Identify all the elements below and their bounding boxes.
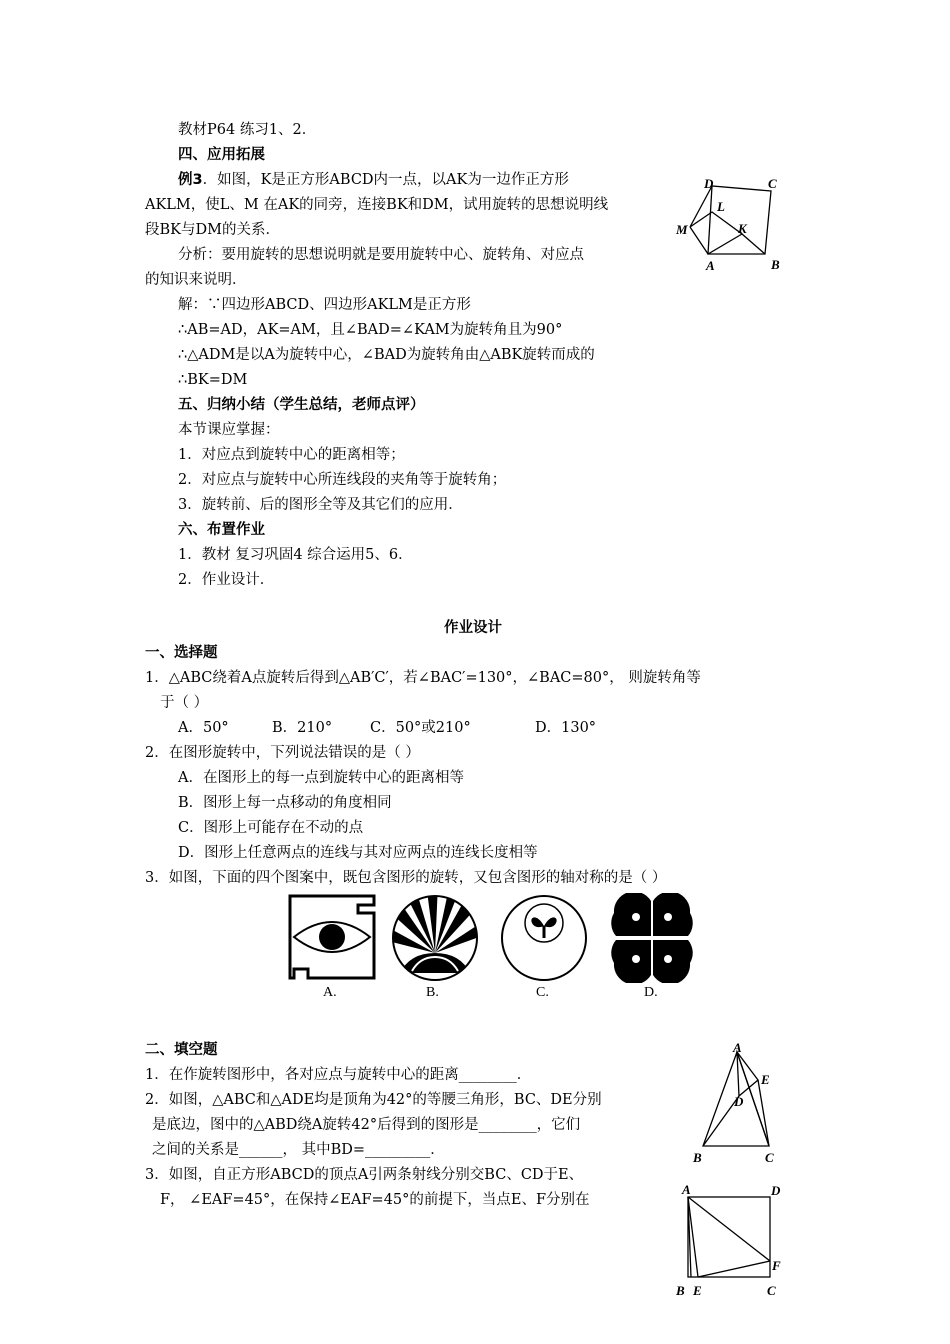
q2-option-d: D．图形上任意两点的连线与其对应两点的连线长度相等: [178, 845, 538, 861]
q2-option-a: A．在图形上的每一点到旋转中心的距离相等: [178, 770, 464, 786]
fig3-label-e: E: [693, 1283, 702, 1298]
f2-line-3: 之间的关系是______， 其中BD=_________．: [152, 1142, 445, 1158]
q1-option-b: B．210°: [272, 720, 333, 736]
pattern-a-eye: [286, 893, 378, 981]
fig2-label-c: C: [765, 1150, 774, 1165]
fig1-label-m: M: [676, 222, 688, 237]
q1-option-a: A．50°: [178, 720, 229, 736]
fig3-label-a: A: [682, 1182, 691, 1197]
q3-stem: 3．如图，下面的四个图案中，既包含图形的旋转，又包含图形的轴对称的是（ ）: [145, 870, 667, 886]
solution-line-1: 解：∵四边形ABCD、四边形AKLM是正方形: [178, 297, 471, 313]
square-eaf-figure: [670, 1175, 795, 1300]
f1-line: 1．在作旋转图形中，各对应点与旋转中心的距离________．: [145, 1067, 532, 1083]
choice-section-title: 一、选择题: [145, 645, 218, 661]
pattern-c-caption: C.: [536, 985, 549, 1000]
q2-option-c: C．图形上可能存在不动的点: [178, 820, 364, 836]
q1-option-c: C．50°或210°: [370, 720, 471, 736]
q1-line-1: 1．△ABC绕着A点旋转后得到△AB′C′，若∠BAC′=130°，∠BAC=80°， 则旋转角等: [145, 670, 701, 686]
homework-item-1: 1．教材 复习巩固4 综合运用5、6．: [178, 547, 413, 563]
q2-stem: 2．在图形旋转中，下列说法错误的是（ ）: [145, 745, 420, 761]
fig1-label-c: C: [768, 176, 777, 191]
pattern-c-sprout: [499, 893, 589, 983]
fill-section-title: 二、填空题: [145, 1042, 218, 1058]
fig3-label-f: F: [772, 1258, 781, 1273]
square-rotation-figure: [670, 172, 795, 277]
example-line-3: 段BK与DM的关系．: [145, 222, 280, 238]
summary-intro: 本节课应掌握：: [178, 422, 280, 438]
solution-line-3: ∴△ADM是以A为旋转中心，∠BAD为旋转角由△ABK旋转而成的: [178, 347, 595, 363]
summary-item-3: 3．旋转前、后的图形全等及其它们的应用．: [178, 497, 463, 513]
q2-option-b: B．图形上每一点移动的角度相同: [178, 795, 392, 811]
analysis-line-1: 分析：要用旋转的思想说明就是要用旋转中心、旋转角、对应点: [178, 247, 584, 263]
solution-line-4: ∴BK=DM: [178, 372, 248, 388]
pattern-d-caption: D.: [644, 985, 658, 1000]
fig1-label-k: K: [738, 221, 747, 236]
f2-line-2: 是底边，图中的△ABD绕A旋转42°后得到的图形是________，它们: [152, 1117, 581, 1133]
practice-line: 教材P64 练习1、2．: [178, 122, 317, 138]
analysis-line-2: 的知识来说明．: [145, 272, 247, 288]
section6-title: 六、布置作业: [178, 522, 265, 538]
fig3-label-c: C: [767, 1283, 776, 1298]
homework-item-2: 2．作业设计．: [178, 572, 275, 588]
fig2-label-b: B: [693, 1150, 702, 1165]
example-line-1: [178, 170, 569, 190]
section4-title: 四、应用拓展: [178, 147, 265, 163]
q1-line-2: 于（ ）: [160, 695, 209, 711]
fig1-label-a: A: [706, 258, 715, 273]
example-text-1: ．如图，K是正方形ABCD内一点，以AK为一边作正方形: [202, 172, 569, 188]
f3-line-2: F， ∠EAF=45°，在保持∠EAF=45°的前提下，当点E、F分别在: [160, 1192, 590, 1208]
fig3-label-b: B: [676, 1283, 685, 1298]
section5-title: 五、归纳小结（学生总结，老师点评）: [178, 397, 425, 413]
isosceles-triangles-figure: [685, 1040, 790, 1170]
pattern-a-caption: A.: [323, 985, 337, 1000]
summary-item-2: 2．对应点与旋转中心所连线段的夹角等于旋转角；: [178, 472, 507, 488]
summary-item-1: 1．对应点到旋转中心的距离相等；: [178, 447, 405, 463]
example-line-2: AKLM，使L、M 在AK的同旁，连接BK和DM，试用旋转的思想说明线: [145, 197, 609, 213]
fig1-label-b: B: [771, 257, 780, 272]
pattern-b-sunrays: [390, 893, 480, 983]
f3-line-1: 3．如图，自正方形ABCD的顶点A引两条射线分别交BC、CD于E、: [145, 1167, 584, 1183]
fig1-label-l: L: [717, 199, 725, 214]
pattern-d-clover: [608, 893, 696, 983]
homework-title: 作业设计: [444, 620, 502, 636]
fig2-label-a: A: [733, 1040, 742, 1055]
fig1-label-d: D: [704, 176, 714, 191]
example-label: 例3: [178, 172, 203, 188]
f2-line-1: 2．如图，△ABC和△ADE均是顶角为42°的等腰三角形，BC、DE分别: [145, 1092, 602, 1108]
pattern-b-caption: B.: [426, 985, 439, 1000]
q1-option-d: D．130°: [535, 720, 597, 736]
fig2-label-e: E: [761, 1072, 770, 1087]
fig2-label-d: D: [734, 1094, 744, 1109]
fig3-label-d: D: [771, 1183, 781, 1198]
solution-line-2: ∴AB=AD，AK=AM，且∠BAD=∠KAM为旋转角且为90°: [178, 322, 563, 338]
